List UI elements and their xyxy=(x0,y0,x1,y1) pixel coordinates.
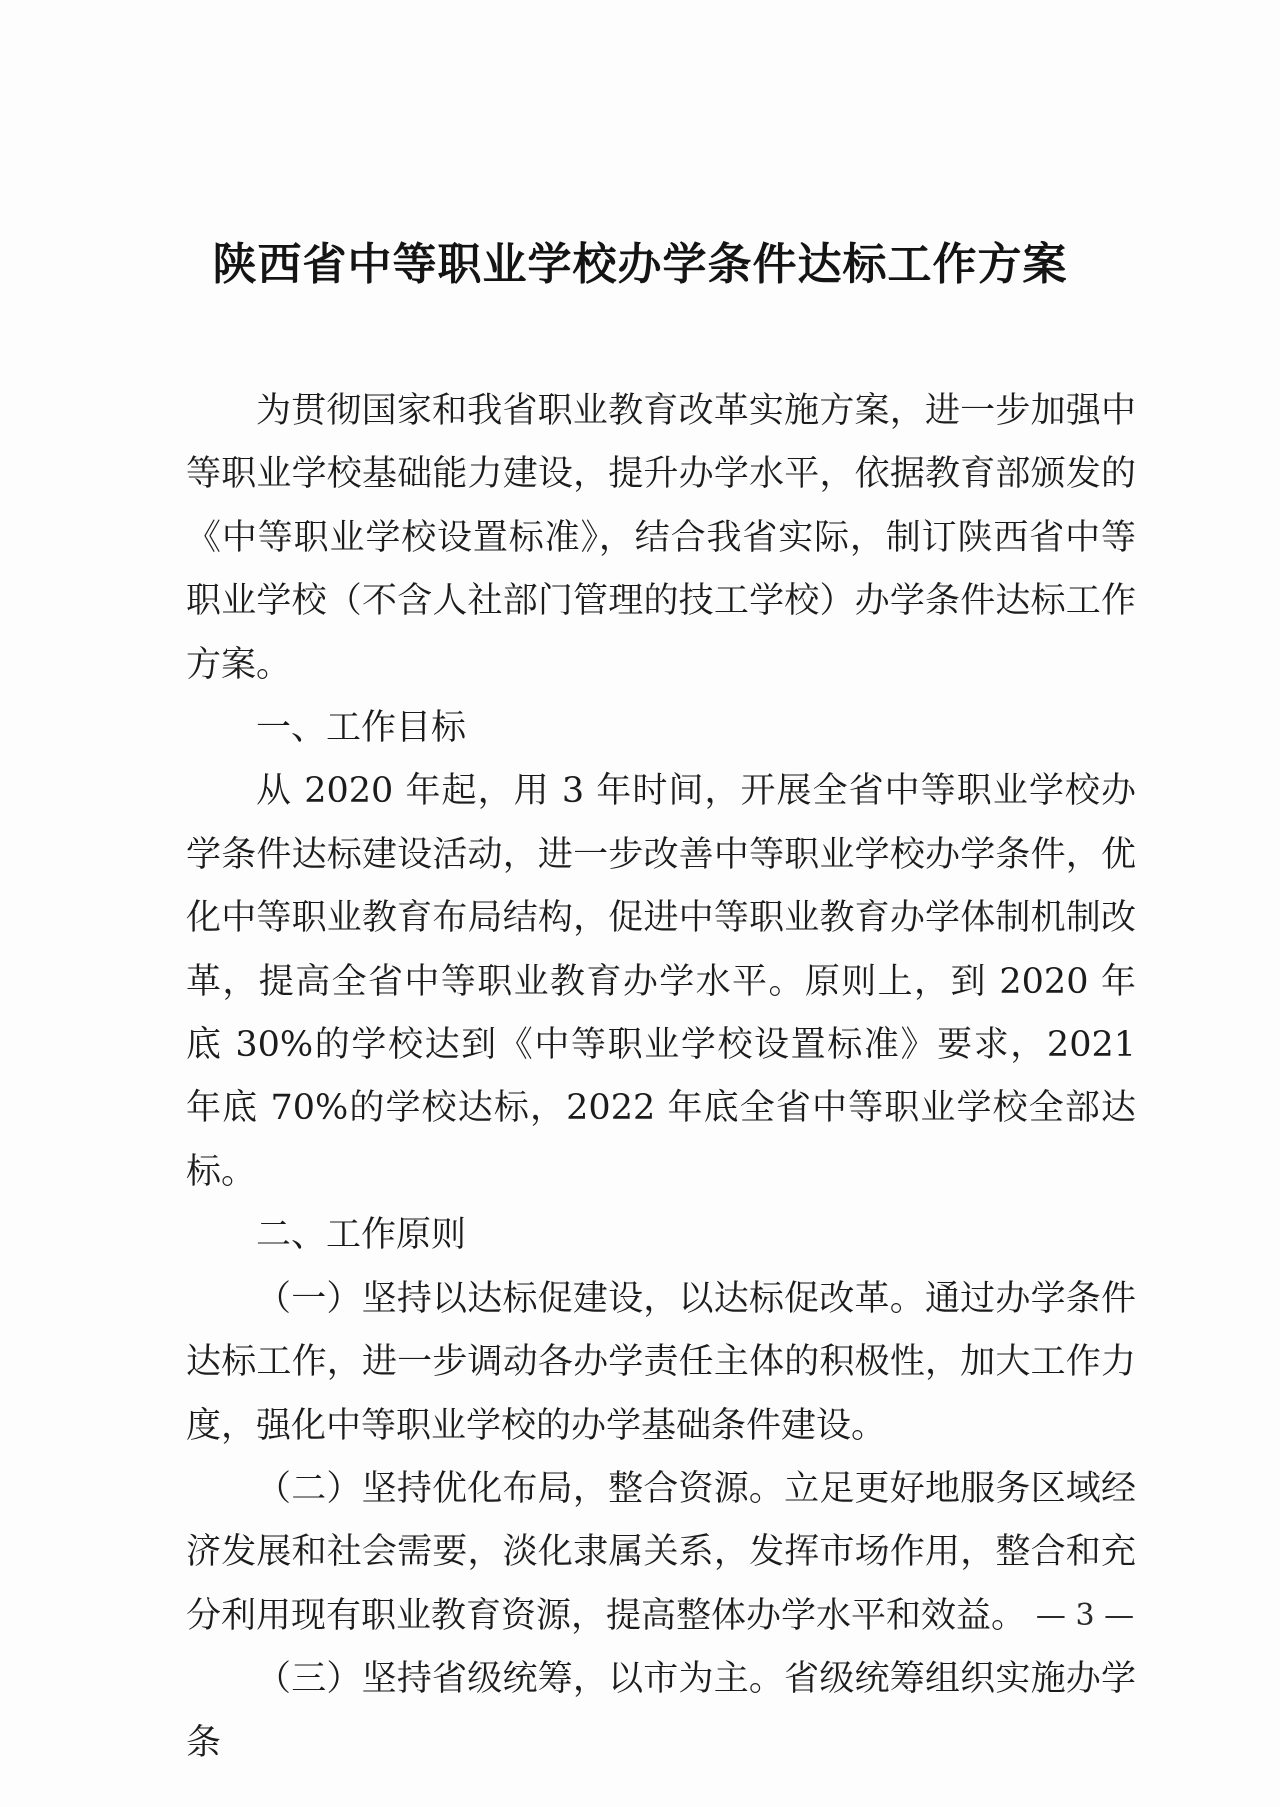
page-number: — 3 — xyxy=(1035,1598,1135,1633)
document-title: 陕西省中等职业学校办学条件达标工作方案 xyxy=(212,239,1068,290)
principle-1-paragraph: （一）坚持以达标促建设，以达标促改革。通过办学条件达标工作，进一步调动各办学责任主体的积极性，加大工作力度，强化中等职业学校的办学基础条件建设。 xyxy=(186,1278,1136,1446)
document-body xyxy=(186,380,1136,1775)
intro-paragraph: 为贯彻国家和我省职业教育改革实施方案，进一步加强中等职业学校基础能力建设，提升办学水平，依据教育部颁发的《中等职业学校设置标准》，结合我省实际，制订陕西省中等职业学校（不含人社部门管理的技工学校）办学条件达标工作方案。 xyxy=(186,391,1136,685)
goals-paragraph: 从 2020 年起，用 3 年时间，开展全省中等职业学校办学条件达标建设活动，进一步改善中等职业学校办学条件，优化中等职业教育布局结构，促进中等职业教育办学体制机制改革，提高全省中等职业教育办学水平。原则上，到 2020 年底 30%的学校达到《中等职业学校设置标准》要求，2021 年底 70%的学校达标，2022 年底全省中等职业学校全部达标。 xyxy=(186,771,1136,1192)
section-heading-principles: 二、工作原则 xyxy=(256,1215,467,1256)
principle-3-paragraph: （三）坚持省级统筹，以市为主。省级统筹组织实施办学条 xyxy=(186,1659,1136,1763)
principle-2-paragraph: （二）坚持优化布局，整合资源。立足更好地服务区域经济发展和社会需要，淡化隶属关系，发挥市场作用，整合和充分利用现有职业教育资源，提高整体办学水平和效益。 xyxy=(186,1468,1136,1636)
section-heading-goals: 一、工作目标 xyxy=(256,708,467,749)
